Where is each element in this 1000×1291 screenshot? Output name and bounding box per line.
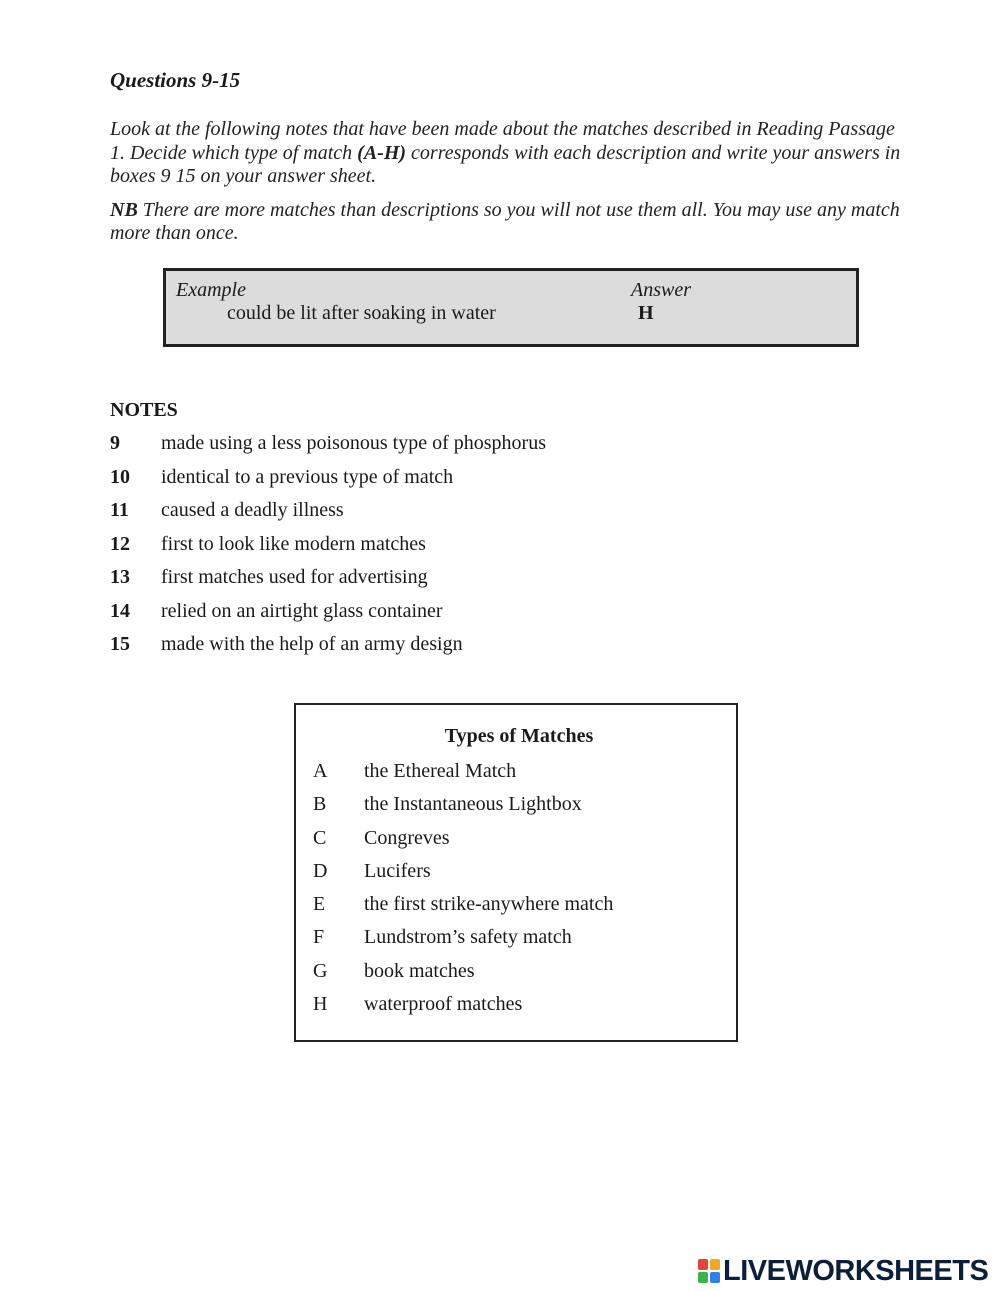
nb-label: NB (110, 198, 138, 221)
type-name: waterproof matches (364, 993, 523, 1016)
note-text: relied on an airtight glass container (161, 599, 443, 622)
logo-icon (698, 1259, 720, 1283)
notes-title: NOTES (110, 399, 178, 421)
note-text: made using a less poisonous type of phosphorus (161, 432, 546, 454)
instruction-text: There are more matches than descriptions so you will not use them all. You may use any match more than once. (110, 198, 900, 244)
type-letter: H (313, 993, 328, 1016)
logo-square-blue (710, 1272, 720, 1283)
instruction-paragraph-2 (110, 199, 910, 246)
note-number: 10 (110, 465, 130, 488)
logo-square-green (698, 1272, 708, 1283)
type-letter: G (313, 959, 328, 982)
note-number: 11 (110, 499, 129, 521)
note-text: identical to a previous type of match (161, 465, 454, 488)
note-text: first to look like modern matches (161, 532, 426, 555)
type-name: the first strike-anywhere match (364, 893, 614, 916)
instruction-paragraph-1 (110, 118, 910, 189)
type-letter: D (313, 859, 328, 882)
types-title: Types of Matches (444, 725, 594, 747)
type-letter: E (313, 893, 326, 916)
liveworksheets-logo[interactable] (698, 1254, 988, 1288)
answer-value: H (638, 302, 654, 324)
logo-square-orange (710, 1259, 720, 1270)
note-number: 15 (110, 633, 130, 655)
type-letter: B (313, 793, 327, 816)
type-name: the Instantaneous Lightbox (364, 793, 582, 816)
type-name: Lundstrom’s safety match (364, 926, 572, 949)
example-box (163, 268, 859, 347)
note-number: 12 (110, 532, 130, 555)
note-text: caused a deadly illness (161, 499, 344, 521)
instructions (110, 118, 910, 246)
type-letter: A (313, 760, 328, 782)
note-number: 13 (110, 566, 130, 588)
instruction-text: Look at the following notes that have been made about the matches described in Reading Passage 1. Decide which type of match (110, 118, 895, 164)
instruction-text: corresponds with each description and write your answers in boxes 9 15 on your answer sheet. (110, 141, 901, 187)
note-text: made with the help of an army design (161, 633, 463, 655)
range-label: (A-H) (357, 141, 407, 164)
logo-text: LIVEWORKSHEETS (723, 1254, 989, 1287)
logo-square-red (698, 1259, 708, 1270)
note-text: first matches used for advertising (161, 566, 428, 588)
type-name: Lucifers (364, 859, 431, 882)
type-letter: F (313, 926, 325, 949)
type-name: book matches (364, 959, 475, 982)
types-of-matches-box (294, 703, 738, 1042)
example-text: could be lit after soaking in water (227, 302, 496, 324)
type-name: the Ethereal Match (364, 760, 517, 782)
answer-label: Answer (631, 279, 691, 301)
note-number: 14 (110, 599, 130, 622)
type-name: Congreves (364, 826, 450, 849)
example-label: Example (176, 279, 246, 301)
note-number: 9 (110, 432, 120, 454)
type-letter: C (313, 826, 327, 849)
questions-heading: Questions 9-15 (110, 68, 241, 92)
